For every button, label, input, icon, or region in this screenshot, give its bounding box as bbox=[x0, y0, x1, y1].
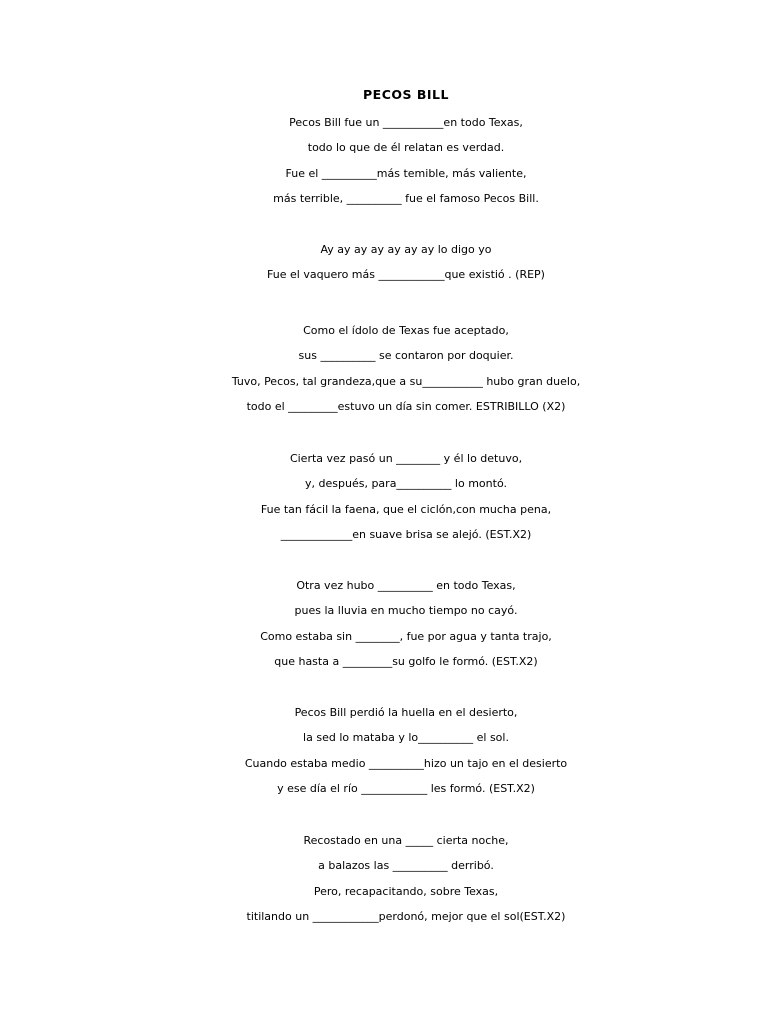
stanza-6 bbox=[0, 700, 768, 801]
lyric-line: Tuvo, Pecos, tal grandeza,que a su___________ hubo gran duelo, bbox=[231, 374, 581, 388]
lyric-line: Fue el __________más temible, más valiente, bbox=[285, 166, 527, 180]
lyric-line: a balazos las __________ derribó. bbox=[318, 859, 494, 873]
stanza-5 bbox=[0, 573, 768, 674]
lyric-line: y, después, para__________ lo montó. bbox=[305, 477, 507, 491]
lyric-line: Pecos Bill fue un ___________en todo Texas, bbox=[289, 116, 523, 129]
lyric-line: Como estaba sin ________, fue por agua y tanta trajo, bbox=[260, 629, 552, 643]
lyric-line: Ay ay ay ay ay ay ay lo digo yo bbox=[320, 243, 492, 256]
lyric-line: sus __________ se contaron por doquier. bbox=[298, 349, 514, 363]
lyric-line: todo lo que de él relatan es verdad. bbox=[307, 141, 505, 155]
lyric-line: Como el ídolo de Texas fue aceptado, bbox=[303, 324, 509, 337]
stanza-1 bbox=[0, 110, 768, 211]
lyric-line: Fue tan fácil la faena, que el ciclón,con mucha pena, bbox=[260, 502, 552, 516]
lyric-line: todo el _________estuvo un día sin comer. ESTRIBILLO (X2) bbox=[246, 399, 566, 413]
lyric-line: Otra vez hubo __________ en todo Texas, bbox=[296, 579, 516, 592]
stanza-3 bbox=[0, 318, 768, 419]
lyric-line: _____________en suave brisa se alejó. (EST.X2) bbox=[280, 527, 532, 541]
song-title: PECOS BILL bbox=[363, 87, 449, 102]
lyric-line: la sed lo mataba y lo__________ el sol. bbox=[303, 731, 509, 745]
stanza-4 bbox=[0, 446, 768, 547]
lyric-line: Cierta vez pasó un ________ y él lo detuvo, bbox=[289, 452, 523, 465]
lyric-line: Cuando estaba medio __________hizo un tajo en el desierto bbox=[244, 756, 568, 770]
lyric-line: titilando un ____________perdonó, mejor que el sol(EST.X2) bbox=[246, 909, 566, 923]
lyric-line: Pero, recapacitando, sobre Texas, bbox=[313, 884, 499, 898]
lyric-line: pues la lluvia en mucho tiempo no cayó. bbox=[294, 604, 518, 618]
stanza-7 bbox=[0, 828, 768, 929]
lyric-line: Recostado en una _____ cierta noche, bbox=[303, 834, 509, 847]
lyric-line: más terrible, __________ fue el famoso Pecos Bill. bbox=[273, 191, 539, 205]
lyric-line: que hasta a _________su golfo le formó. (EST.X2) bbox=[274, 654, 538, 668]
stanza-2 bbox=[0, 237, 768, 288]
lyric-line: y ese día el río ____________ les formó. (EST.X2) bbox=[277, 781, 535, 795]
lyric-line: Fue el vaquero más ____________que existió . (REP) bbox=[267, 268, 545, 282]
lyric-line: Pecos Bill perdió la huella en el desierto, bbox=[294, 706, 518, 719]
